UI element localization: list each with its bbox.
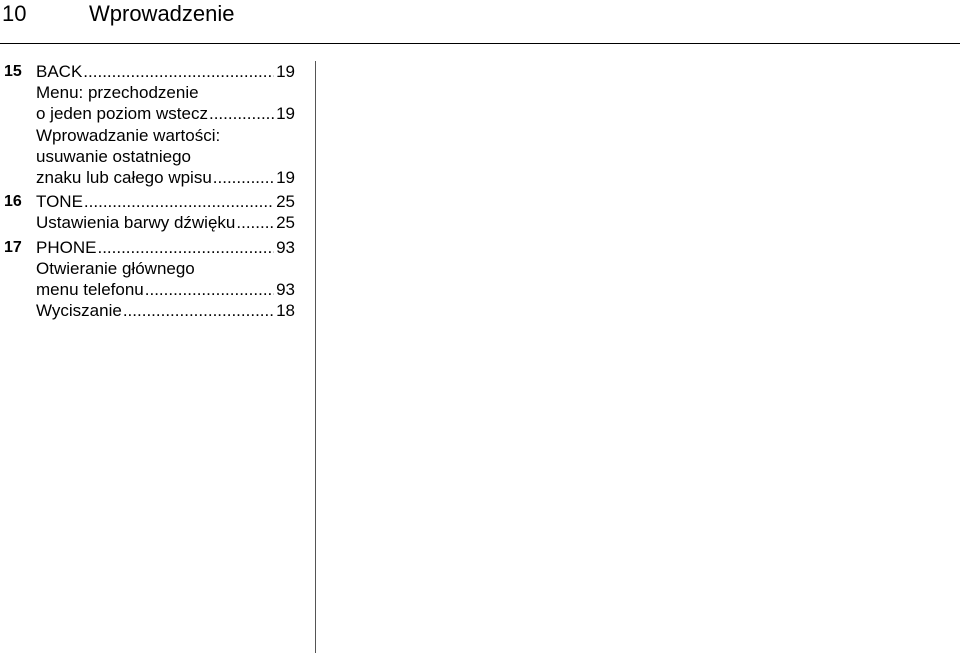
dot-leader bbox=[83, 61, 274, 82]
entry-text: Ustawienia barwy dźwięku bbox=[36, 213, 236, 233]
index-entry bbox=[36, 167, 295, 188]
group-number: 16 bbox=[4, 193, 22, 211]
dot-leader bbox=[236, 212, 274, 233]
entry-text: menu telefonu bbox=[36, 280, 144, 300]
index-entry bbox=[36, 300, 295, 321]
index-entry bbox=[36, 103, 295, 124]
dot-leader bbox=[84, 191, 274, 212]
section-title: Wprowadzenie bbox=[89, 1, 235, 26]
index-entry bbox=[36, 191, 295, 212]
entry-text: znaku lub całego wpisu bbox=[36, 168, 212, 188]
entry-text-continuation: Otwieranie głównego bbox=[36, 258, 195, 278]
group-number: 15 bbox=[4, 63, 22, 80]
entry-page: 19 bbox=[276, 168, 295, 188]
dot-leader bbox=[123, 300, 274, 321]
entry-text-continuation: Wprowadzanie wartości: bbox=[36, 125, 221, 145]
entry-page: 25 bbox=[276, 213, 295, 233]
entry-page: 93 bbox=[276, 237, 295, 257]
index-entry bbox=[36, 61, 295, 82]
index-group-16 bbox=[0, 191, 300, 233]
entry-text-continuation: Menu: przechodzenie bbox=[36, 83, 199, 103]
entry-page: 25 bbox=[276, 192, 295, 212]
index-entry bbox=[36, 237, 295, 258]
entry-text: PHONE bbox=[36, 237, 97, 257]
header-rule bbox=[0, 43, 960, 44]
entry-text: TONE bbox=[36, 192, 83, 212]
page-number: 10 bbox=[2, 1, 27, 26]
entry-page: 93 bbox=[276, 280, 295, 300]
index-group-15 bbox=[0, 61, 300, 188]
entry-page: 18 bbox=[276, 301, 295, 321]
group-number: 17 bbox=[4, 238, 22, 256]
index-list bbox=[0, 61, 300, 324]
dot-leader bbox=[145, 279, 274, 300]
index-group-17 bbox=[0, 237, 300, 322]
entry-page: 19 bbox=[276, 104, 295, 124]
entry-text-continuation: usuwanie ostatniego bbox=[36, 146, 192, 166]
dot-leader bbox=[97, 237, 274, 258]
dot-leader bbox=[213, 167, 274, 188]
page-header bbox=[0, 0, 960, 46]
index-entry bbox=[36, 212, 295, 233]
column-divider bbox=[315, 61, 316, 653]
entry-text: BACK bbox=[36, 62, 83, 81]
entry-page: 19 bbox=[276, 62, 295, 81]
entry-text: Wyciszanie bbox=[36, 301, 122, 321]
entry-text: o jeden poziom wstecz bbox=[36, 104, 208, 124]
dot-leader bbox=[209, 103, 274, 124]
index-entry bbox=[36, 279, 295, 300]
